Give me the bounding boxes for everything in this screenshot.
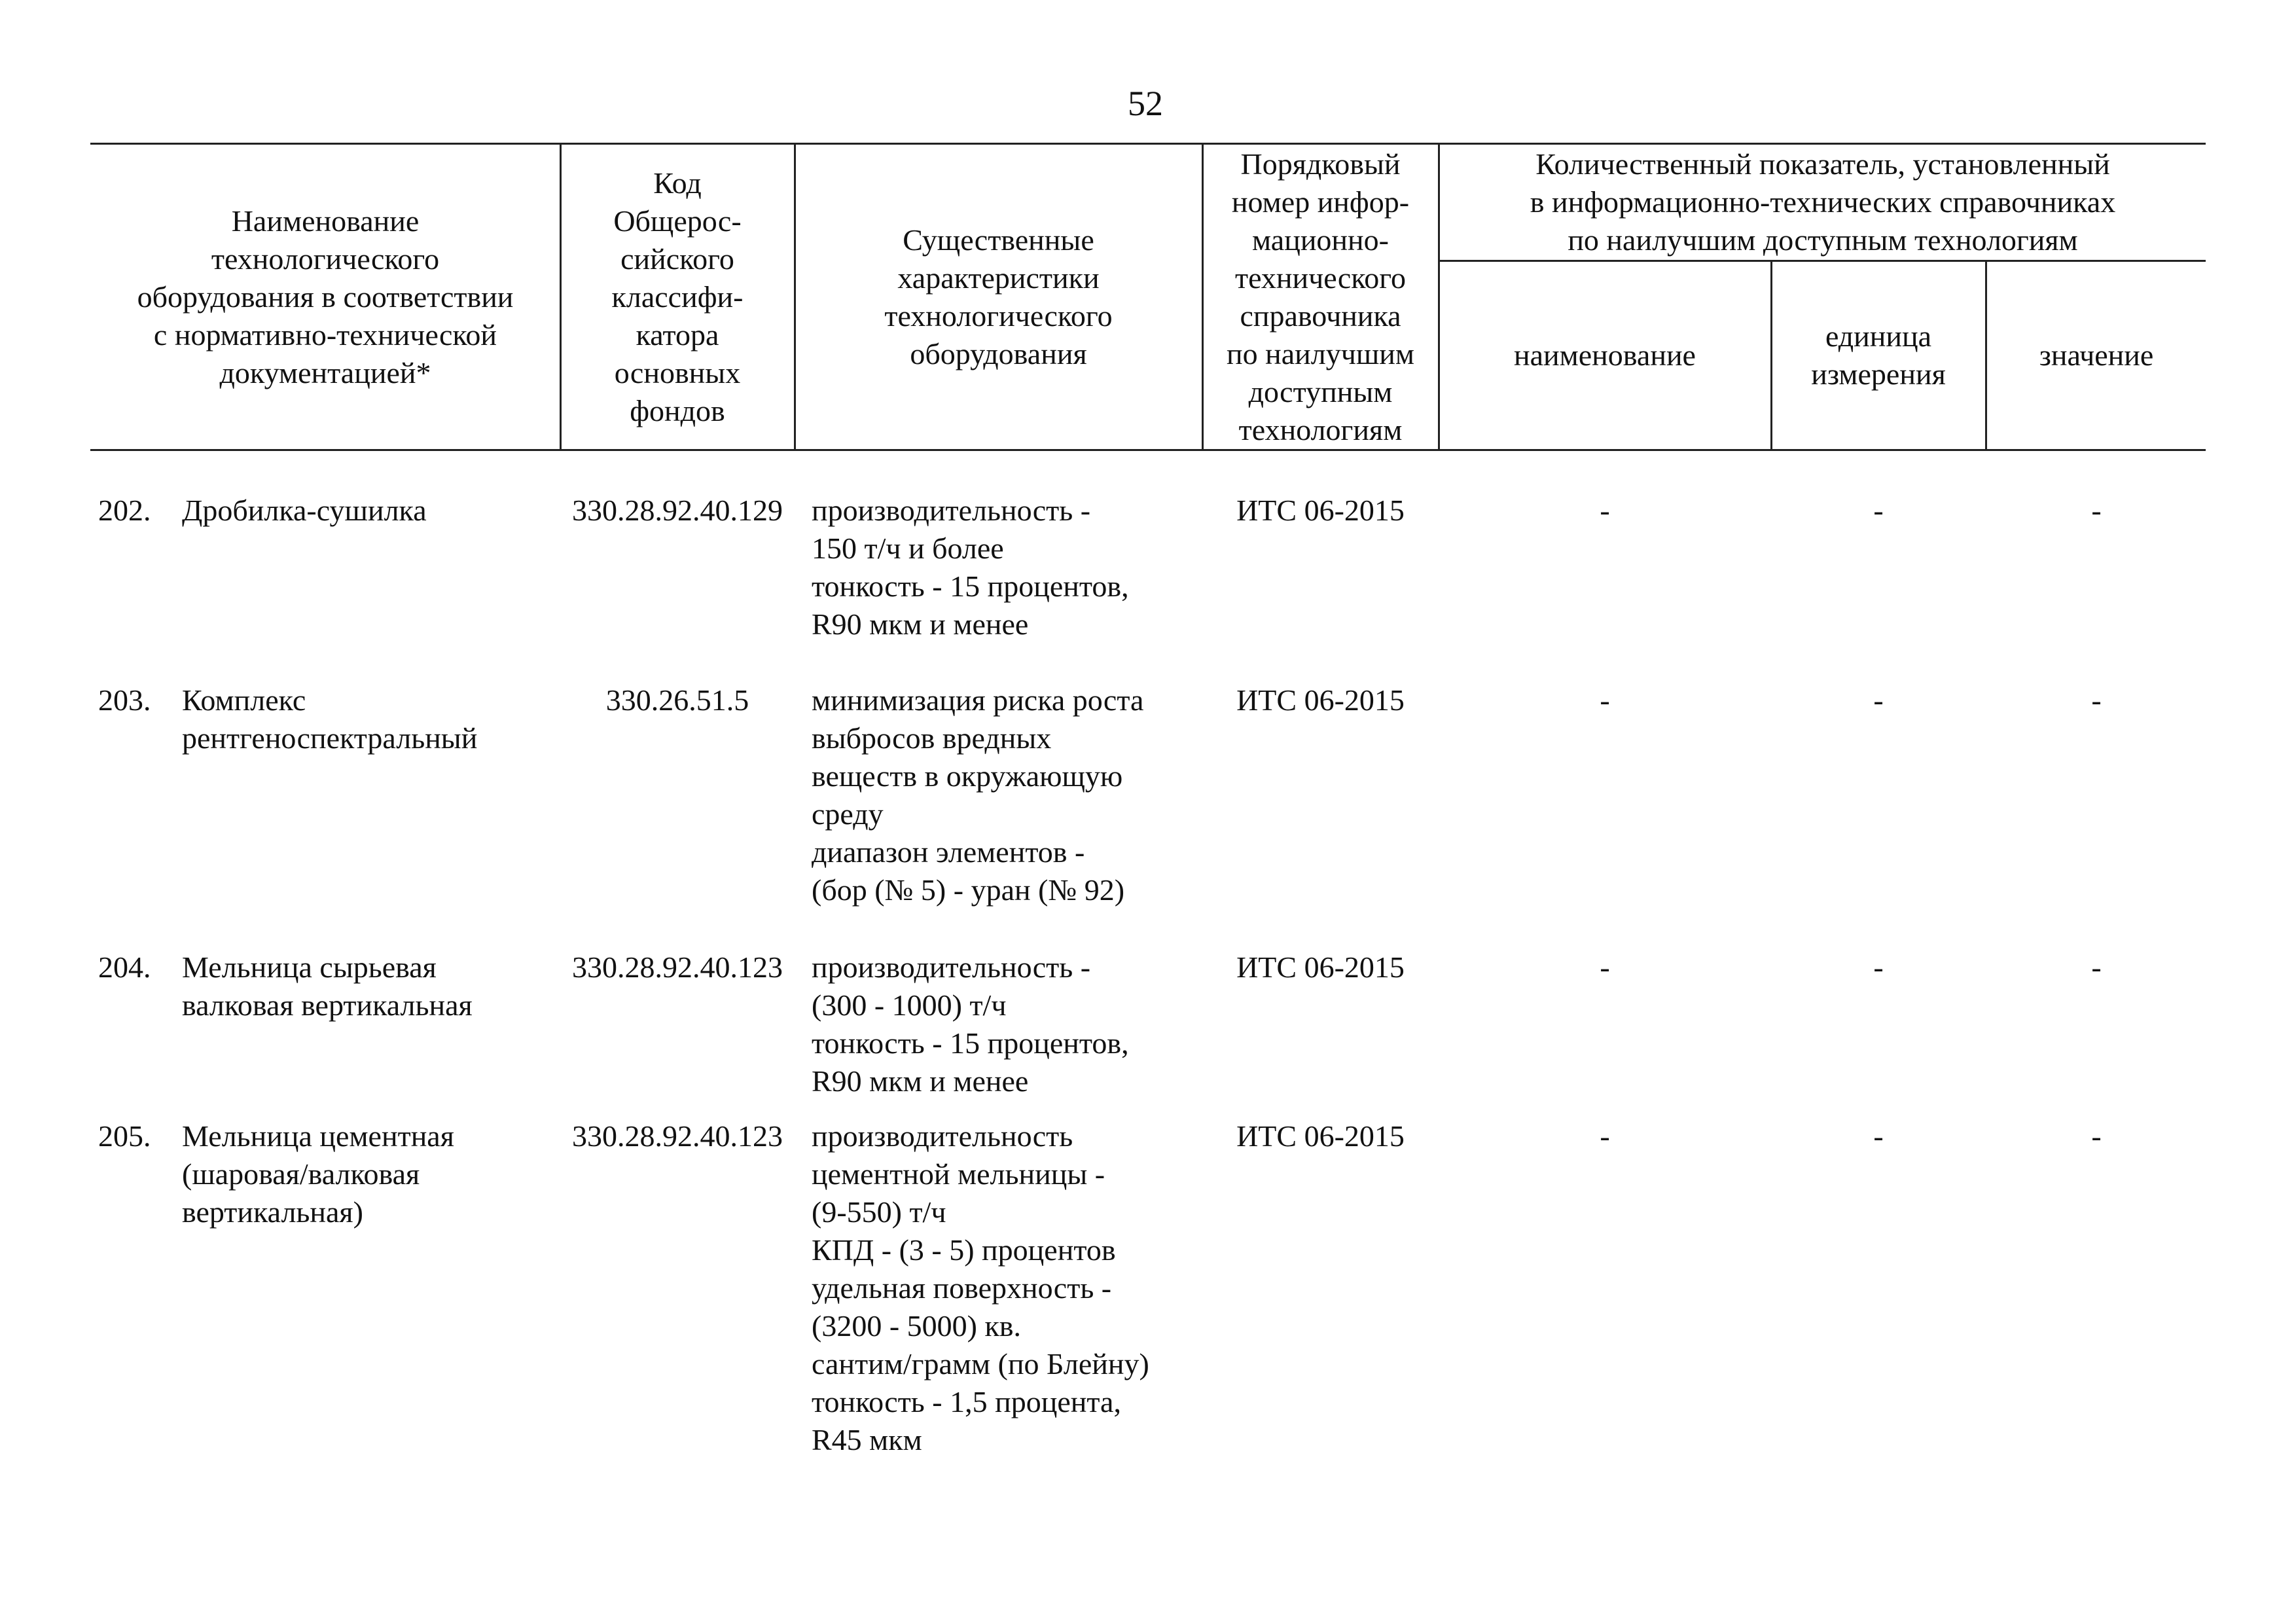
indicator-name: - xyxy=(1600,494,1610,527)
indicator-name: - xyxy=(1600,683,1610,717)
row-number: 205. xyxy=(98,1119,151,1153)
indicator-name: - xyxy=(1600,950,1610,984)
okof-code: 330.28.92.40.123 xyxy=(572,950,783,984)
indicator-unit: - xyxy=(1873,494,1884,527)
row-number: 202. xyxy=(98,494,151,527)
indicator-unit: - xyxy=(1873,1119,1884,1153)
header-value: значение xyxy=(2039,338,2154,372)
header-quantitative-indicator: Количественный показатель, установленный в информационно-технических справочниках по наилучшим доступным технологиям xyxy=(1530,147,2116,257)
equipment-characteristics: производительность - (300 - 1000) т/ч тонкость - 15 процентов, R90 мкм и менее xyxy=(812,950,1129,1098)
reference-number: ИТС 06-2015 xyxy=(1236,950,1405,984)
header-name: Наименование технологического оборудования в соответствии с нормативно-технической документацией* xyxy=(137,204,514,389)
equipment-characteristics: производительность цементной мельницы - (9-550) т/ч КПД - (3 - 5) процентов удельная поверхность - (3200 - 5000) кв. сантим/грамм (по Блейну) тонкость - 1,5 процента, R45 мкм xyxy=(812,1119,1149,1456)
equipment-name: Мельница сырьевая валковая вертикальная xyxy=(182,950,473,1022)
page-number: 52 xyxy=(1128,84,1163,123)
okof-code: 330.26.51.5 xyxy=(605,683,749,717)
row-number: 203. xyxy=(98,683,151,717)
header-code: Код Общерос- сийского классифи- катора основных фондов xyxy=(611,166,744,427)
equipment-name: Мельница цементная (шаровая/валковая вертикальная) xyxy=(182,1119,454,1229)
equipment-name: Комплекс рентгеноспектральный xyxy=(182,683,478,755)
okof-code: 330.28.92.40.123 xyxy=(572,1119,783,1153)
header-indicator-name: наименование xyxy=(1514,338,1696,372)
equipment-characteristics: минимизация риска роста выбросов вредных веществ в окружающую среду диапазон элементов - (бор (№ 5) - уран (№ 92) xyxy=(812,683,1144,907)
header-bottom-rule xyxy=(90,449,2206,451)
equipment-characteristics: производительность - 150 т/ч и более тонкость - 15 процентов, R90 мкм и менее xyxy=(812,494,1129,641)
reference-number: ИТС 06-2015 xyxy=(1236,1119,1405,1153)
indicator-unit: - xyxy=(1873,950,1884,984)
indicator-value: - xyxy=(2091,1119,2102,1153)
indicator-value: - xyxy=(2091,494,2102,527)
header-reference-number: Порядковый номер инфор- мационно- технического справочника по наилучшим доступным технологиям xyxy=(1226,147,1414,446)
reference-number: ИТС 06-2015 xyxy=(1236,494,1405,527)
indicator-value: - xyxy=(2091,950,2102,984)
okof-code: 330.28.92.40.129 xyxy=(572,494,783,527)
indicator-value: - xyxy=(2091,683,2102,717)
indicator-unit: - xyxy=(1873,683,1884,717)
reference-number: ИТС 06-2015 xyxy=(1236,683,1405,717)
row-number: 204. xyxy=(98,950,151,984)
indicator-name: - xyxy=(1600,1119,1610,1153)
header-characteristics: Существенные характеристики технологического оборудования xyxy=(884,223,1113,370)
equipment-name: Дробилка-сушилка xyxy=(182,494,427,527)
header-unit: единица измерения xyxy=(1811,319,1946,391)
